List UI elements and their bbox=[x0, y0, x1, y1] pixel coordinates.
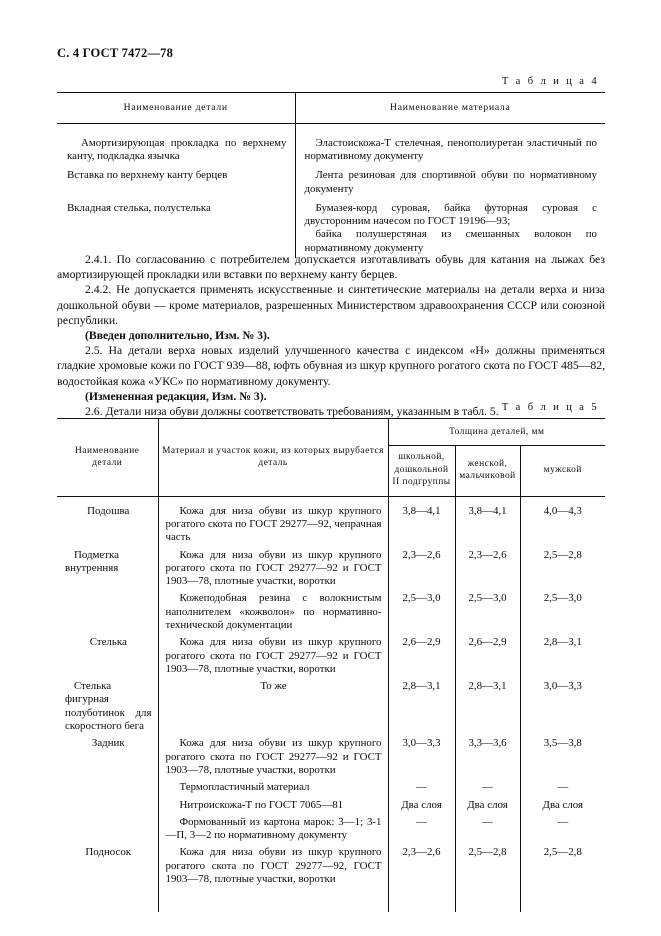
table-row bbox=[57, 779, 605, 796]
paragraph-2-4-2: 2.4.2. Не допускается применять искусственные и синтетические материалы на детали верха и низа дошкольной обуви — кроме материалов, разрешенных Министерством здравоохранения СССР или союзной республики. bbox=[57, 283, 605, 327]
table-4-caption: Т а б л и ц а 4 bbox=[501, 76, 599, 87]
paragraph-amendment-note-2: (Измененная редакция, Изм. № 3). bbox=[85, 389, 267, 403]
detail-material: Формованный из картона марок: 3—1; 3-1—П, 3—2 по нормативному документу bbox=[158, 814, 388, 845]
thickness-men: 2,5—3,0 bbox=[543, 592, 582, 605]
paragraph-2-5: 2.5. На детали верха новых изделий улучшенного качества с индексом «Н» должны применяться гладкие хромовые кожи по ГОСТ 939—88, юфть обувная из шкур крупного рогатого скота по ГОСТ 485—82, водостойкая кожа «УКС» по нормативному документу. bbox=[57, 344, 605, 388]
table-5-col-header-name: Наименование детали bbox=[75, 445, 140, 469]
thickness-men: Два слоя bbox=[542, 798, 584, 811]
detail-material: То же bbox=[158, 678, 388, 735]
thickness-women: 3,8—4,1 bbox=[455, 496, 520, 546]
table-row bbox=[57, 844, 605, 912]
thickness-women: 2,5—3,0 bbox=[455, 590, 520, 634]
table-5-col-header-women: женской, мальчиковой bbox=[455, 446, 520, 496]
thickness-men: — bbox=[557, 815, 569, 828]
table-row bbox=[57, 123, 605, 166]
table-row bbox=[57, 814, 605, 845]
table-row bbox=[57, 634, 605, 678]
thickness-school: — bbox=[388, 779, 455, 796]
table-5-col-header-material: Материал и участок кожи, из которых вырубается деталь bbox=[158, 419, 388, 497]
table-row bbox=[57, 199, 605, 258]
table-row bbox=[57, 735, 605, 779]
thickness-women: — bbox=[455, 779, 520, 796]
detail-name: Подносок bbox=[85, 846, 132, 859]
table-4-col-header-material: Наименование материала bbox=[390, 102, 511, 113]
thickness-women: 2,8—3,1 bbox=[455, 678, 520, 735]
table-5-col-header-school: школьной, дошкольной II подгруппы bbox=[388, 446, 455, 496]
table-4-cell-material: Лента резиновая для спортивной обуви по нормативному документу bbox=[304, 169, 597, 195]
table-4-cell-material: Эластоискожа-Т стелечная, пенополиуретан эластичный по нормативному документу bbox=[304, 136, 597, 162]
thickness-women: 2,5—2,8 bbox=[455, 844, 520, 912]
thickness-men: 2,5—2,8 bbox=[543, 548, 582, 561]
thickness-school: 2,8—3,1 bbox=[388, 678, 455, 735]
thickness-women: 2,3—2,6 bbox=[455, 547, 520, 591]
table-5-header-row-1 bbox=[57, 419, 605, 446]
detail-name: Подметка внутренняя bbox=[65, 548, 119, 574]
thickness-school: 2,3—2,6 bbox=[388, 844, 455, 912]
table-4-header-row bbox=[57, 93, 605, 124]
thickness-school: 3,0—3,3 bbox=[388, 735, 455, 779]
thickness-school: 2,5—3,0 bbox=[388, 590, 455, 634]
table-row bbox=[57, 678, 605, 735]
thickness-school: 2,6—2,9 bbox=[388, 634, 455, 678]
detail-material: Кожа для низа обуви из шкур крупного рогатого скота по ГОСТ 29277—92 и ГОСТ 1903—78, плотные участки, воротки bbox=[158, 735, 388, 779]
page-header: С. 4 ГОСТ 7472—78 bbox=[57, 46, 174, 60]
thickness-men: 3,5—3,8 bbox=[543, 737, 582, 750]
thickness-school: 2,3—2,6 bbox=[388, 547, 455, 591]
table-row bbox=[57, 547, 605, 591]
thickness-women: Два слоя bbox=[455, 797, 520, 814]
thickness-men: 2,8—3,1 bbox=[543, 636, 582, 649]
body-paragraphs bbox=[57, 252, 605, 419]
table-5 bbox=[57, 418, 605, 912]
table-5-col-header-men: мужской bbox=[543, 464, 582, 475]
detail-material: Кожеподобная резина с волокнистым наполнителем «кожволон» по нормативно-технической документации bbox=[158, 590, 388, 634]
thickness-women: 2,6—2,9 bbox=[455, 634, 520, 678]
thickness-men: 4,0—4,3 bbox=[543, 504, 582, 517]
thickness-school: — bbox=[388, 814, 455, 845]
table-4 bbox=[57, 92, 605, 258]
detail-name: Стелька bbox=[89, 636, 127, 649]
paragraph-amendment-note-1: (Введен дополнительно, Изм. № 3). bbox=[85, 329, 270, 343]
detail-name: Задник bbox=[91, 737, 125, 750]
detail-material: Кожа для низа обуви из шкур крупного рогатого скота по ГОСТ 29277—92 и ГОСТ 1903—78, плотные участки, воротки bbox=[158, 634, 388, 678]
table-row bbox=[57, 496, 605, 546]
material-line: Бумазея-корд суровая, байка футорная суровая с двусторонним начесом по ГОСТ 19196—93; bbox=[304, 201, 597, 228]
thickness-men: 2,5—2,8 bbox=[543, 846, 582, 859]
thickness-women: — bbox=[455, 814, 520, 845]
thickness-men: 3,0—3,3 bbox=[543, 680, 582, 693]
detail-name: Подошва bbox=[87, 504, 130, 517]
thickness-school: 3,8—4,1 bbox=[388, 496, 455, 546]
material-line: байка полушерстяная из смешанных волокон по нормативному документу bbox=[304, 228, 597, 254]
table-5-caption: Т а б л и ц а 5 bbox=[501, 402, 599, 413]
detail-name bbox=[57, 590, 158, 634]
table-4-cell-material bbox=[295, 199, 605, 258]
table-5-col-header-thickness-group: Толщина деталей, мм bbox=[388, 419, 605, 446]
detail-material: Кожа для низа обуви из шкур крупного рогатого скота по ГОСТ 29277—92, чепрачная часть bbox=[158, 496, 388, 546]
detail-name bbox=[57, 779, 158, 796]
detail-material: Кожа для низа обуви из шкур крупного рогатого скота по ГОСТ 29277—92, ГОСТ 1903—78, плотные участки, воротки bbox=[158, 844, 388, 912]
paragraph-2-6: 2.6. Детали низа обуви должны соответствовать требованиям, указанным в табл. 5. bbox=[85, 405, 499, 419]
thickness-women: 3,3—3,6 bbox=[455, 735, 520, 779]
table-5-block bbox=[57, 402, 605, 912]
table-row bbox=[57, 590, 605, 634]
table-4-col-header-detail: Наименование детали bbox=[57, 93, 295, 124]
detail-name: Стелька фигурная полуботинок для скоростного бега bbox=[65, 680, 152, 733]
detail-name bbox=[57, 814, 158, 845]
detail-name bbox=[57, 797, 158, 814]
detail-material: Термопластичный материал bbox=[158, 779, 388, 796]
table-4-cell-detail: Амортизирующая прокладка по верхнему канту, подкладка язычка bbox=[57, 123, 295, 166]
detail-material: Кожа для низа обуви из шкур крупного рогатого скота по ГОСТ 29277—92 и ГОСТ 1903—78, плотные участки, воротки bbox=[158, 547, 388, 591]
paragraph-2-4-1: 2.4.1. По согласованию с потребителем допускается изготавливать обувь для катания на лыжах без амортизирующей прокладки или вставки по верхнему канту берцев. bbox=[57, 253, 605, 282]
thickness-school: Два слоя bbox=[388, 797, 455, 814]
table-4-cell-detail: Вкладная стелька, полустелька bbox=[57, 199, 295, 258]
detail-material: Нитроискожа-Т по ГОСТ 7065—81 bbox=[158, 797, 388, 814]
table-row bbox=[57, 166, 605, 199]
thickness-men: — bbox=[557, 781, 569, 794]
table-4-cell-detail: Вставка по верхнему канту берцев bbox=[57, 166, 295, 199]
table-row bbox=[57, 797, 605, 814]
table-4-block bbox=[57, 76, 605, 258]
